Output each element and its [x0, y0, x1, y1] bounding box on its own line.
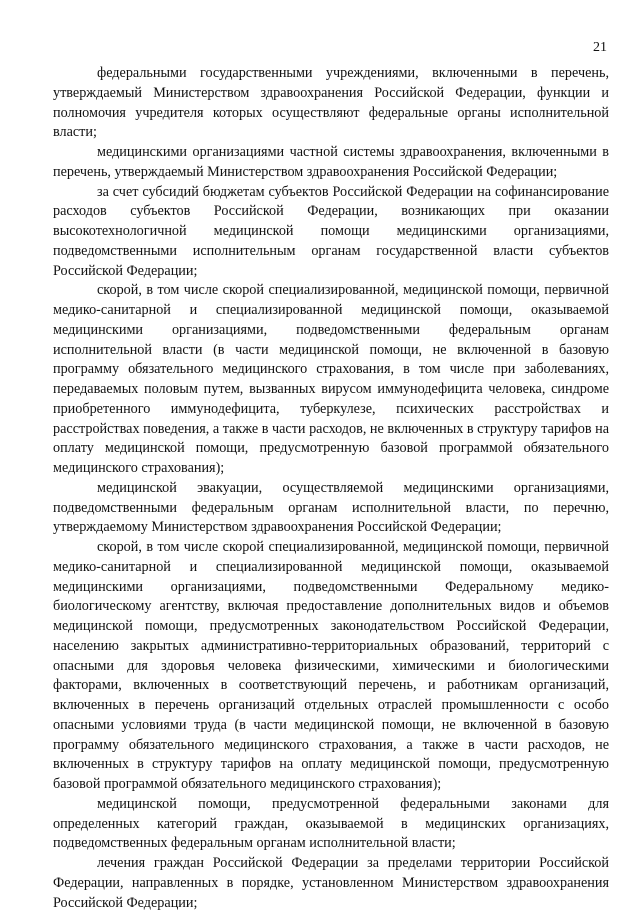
- paragraph-private-organizations: медицинскими организациями частной системы здравоохранения, включенными в перечень, утверждаемый Министерством здравоохранения Российской Федерации;: [53, 144, 609, 180]
- paragraph-emergency-care-fmba: скорой, в том числе скорой специализированной, медицинской помощи, первичной медико-санитарной и специализированной медицинской помощи, оказываемой медицинскими организациями, подведомственными Федеральному медико-биологическому агентству, включая предоставление дополнительных видов и объемов медицинской помощи, предусмотренных законодательством Российской Федерации, населению закрытых административно-территориальных образований, территорий с опасными для здоровья человека физическими, химическими и биологическими факторами, включенных в соответствующий перечень, и работникам организаций, включенных в перечень организаций отдельных отраслей промышленности с особо опасными условиями труда (в части медицинской помощи, не включенной в базовую программу обязательного медицинского страхования, а также в части расходов, не включенных в структуру тарифов на оплату медицинской помощи, предусмотренную базовой программой обязательного медицинского страхования);: [53, 539, 609, 792]
- paragraph-emergency-care-federal: скорой, в том числе скорой специализированной, медицинской помощи, первичной медико-санитарной и специализированной медицинской помощи, оказываемой медицинскими организациями, подведомственными федеральным органам исполнительной власти (в части медицинской помощи, не включенной в базовую программу обязательного медицинского страхования, в том числе при заболеваниях, передаваемых половым путем, вызванных вирусом иммунодефицита человека, синдроме приобретенного иммунодефицита, туберкулезе, психических расстройствах и расстройствах поведения, а также в части расходов, не включенных в структуру тарифов на оплату медицинской помощи, предусмотренную базовой программой обязательного медицинского страхования);: [53, 282, 609, 476]
- paragraph-medical-evacuation: медицинской эвакуации, осуществляемой медицинскими организациями, подведомственными федеральным органам исполнительной власти, по перечню, утверждаемому Министерством здравоохранения Российской Федерации;: [53, 479, 609, 536]
- paragraph-federal-laws-care: медицинской помощи, предусмотренной федеральными законами для определенных категорий граждан, оказываемой в медицинских организациях, подведомственных федеральным органам исполнительной власти;: [53, 795, 609, 852]
- paragraph-treatment-abroad: лечения граждан Российской Федерации за пределами территории Российской Федерации, направленных в порядке, установленном Министерством здравоохранения Российской Федерации;: [53, 855, 609, 911]
- document-body: [53, 64, 609, 913]
- page-number: 21: [593, 40, 607, 55]
- paragraph-subsidies: за счет субсидий бюджетам субъектов Российской Федерации на софинансирование расходов субъектов Российской Федерации, возникающих при оказании высокотехнологичной медицинской помощи медицинскими организациями, подведомственными исполнительным органам государственной власти субъектов Российской Федерации;: [53, 183, 609, 279]
- paragraph-federal-institutions: федеральными государственными учреждениями, включенными в перечень, утверждаемый Министерством здравоохранения Российской Федерации, функции и полномочия учредителя которых осуществляют федеральные органы исполнительной власти;: [53, 65, 609, 141]
